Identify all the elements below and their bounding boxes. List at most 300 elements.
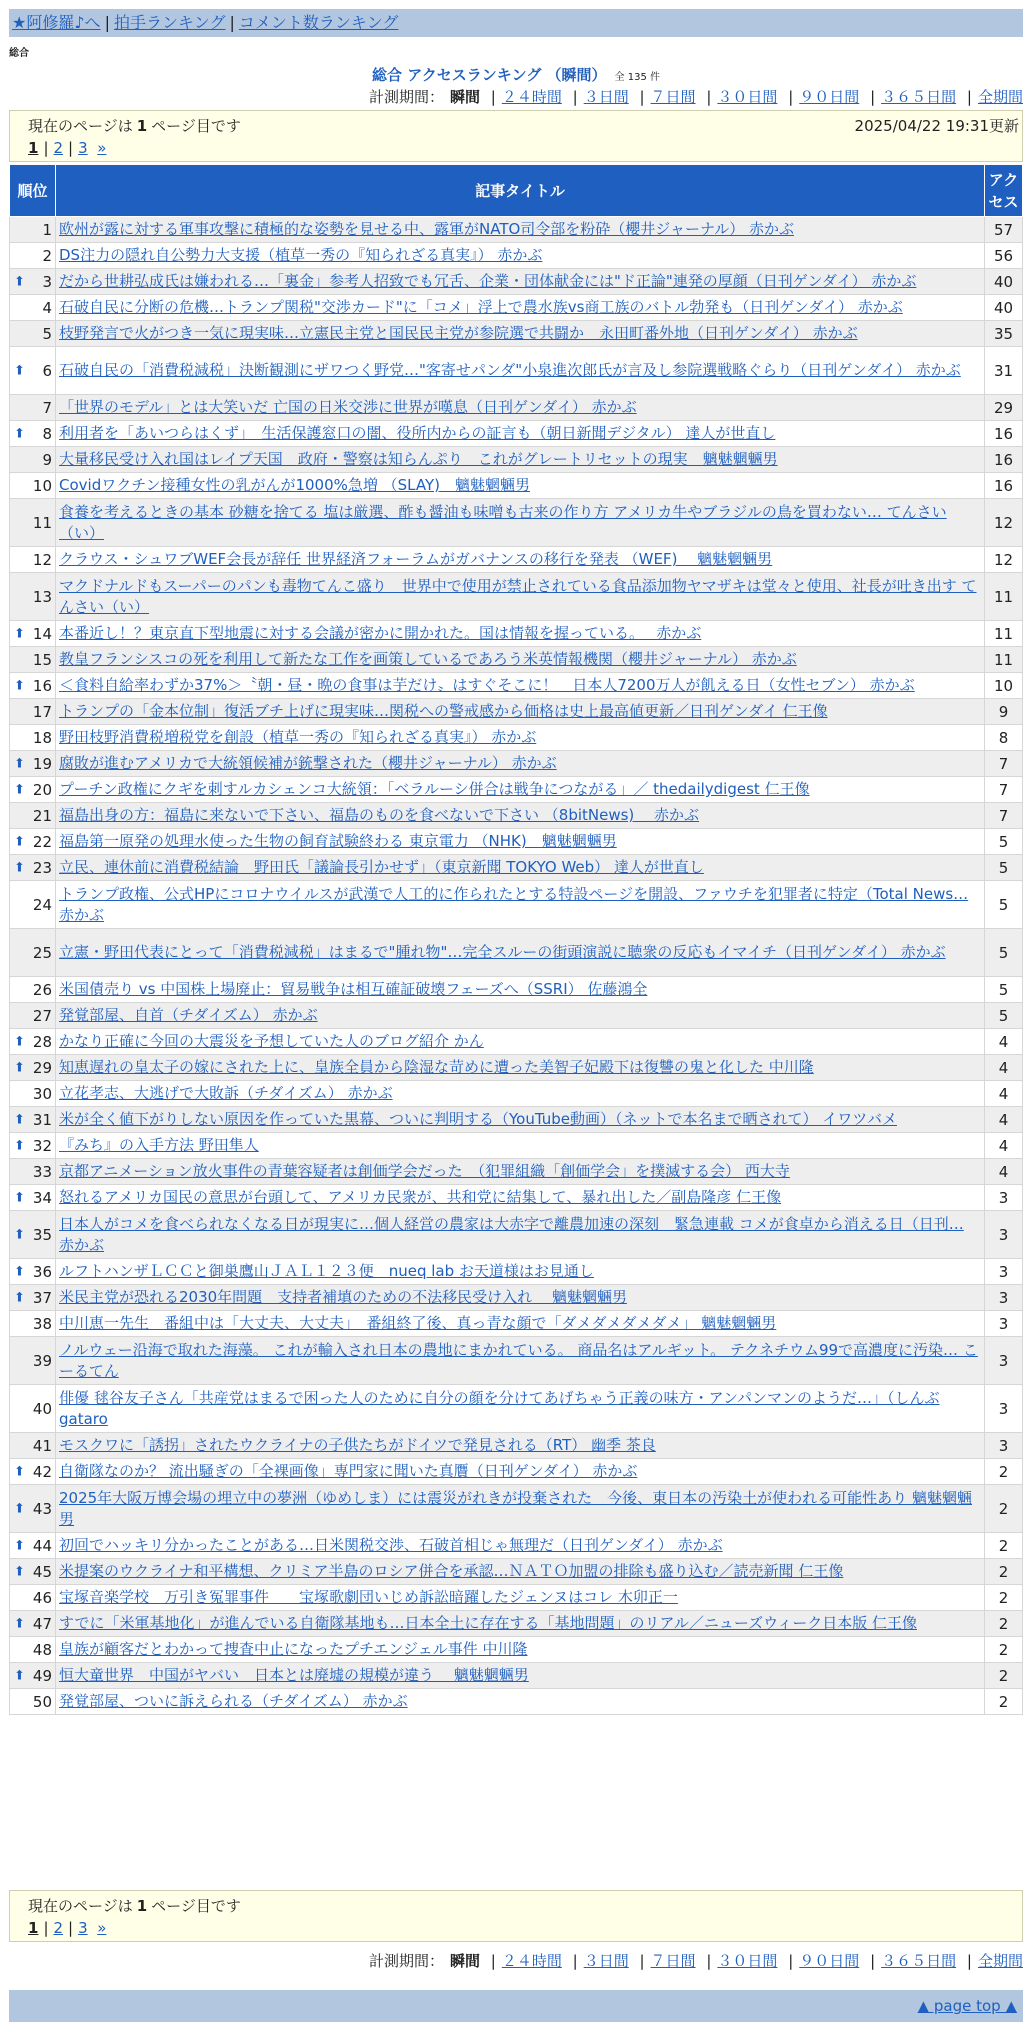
pager-page-1: 1 [28, 1919, 39, 1937]
rank-cell [10, 1285, 56, 1311]
rank-number: 47 [32, 1614, 52, 1633]
rank-cell [10, 929, 56, 977]
title-cell [56, 1285, 985, 1311]
article-title-link[interactable]: 立憲・野田代表にとって「消費税減税」はまるで"腫れ物"…完全スルーの街頭演説に聴衆の反応もイマイチ（日刊ゲンダイ） 赤かぶ [59, 943, 946, 961]
pager-next[interactable]: » [97, 139, 107, 157]
access-count: 5 [985, 829, 1023, 855]
header-title: 記事タイトル [56, 165, 985, 217]
pager-page-3[interactable]: 3 [78, 1919, 88, 1937]
article-title-link[interactable]: 枝野発言で火がつき一気に現実味…立憲民主党と国民民主党が参院選で共闘か 永田町番外地（日刊ゲンダイ） 赤かぶ [59, 324, 858, 342]
rank-number: 41 [32, 1436, 52, 1455]
table-row [10, 573, 1023, 621]
rank-number: 12 [32, 550, 52, 569]
table-row [10, 977, 1023, 1003]
rank-cell [10, 751, 56, 777]
table-row [10, 1637, 1023, 1663]
rank-number: 28 [32, 1032, 52, 1051]
pager-sep: | [68, 139, 74, 157]
article-title-link[interactable]: ＜食料自給率わずか37%＞〝朝・昼・晩の食事は芋だけ〟はすぐそこに！ 日本人7200万人が飢える日（女性セブン） 赤かぶ [59, 676, 915, 694]
title-cell [56, 1433, 985, 1459]
up-arrow-icon: ⬆ [14, 756, 25, 771]
pager-top [28, 139, 106, 157]
article-title-link[interactable]: ノルウェー沿海で取れた海藻。 これが輸入され日本の農地にまかれている。 商品名はアルギット。 テクネチウム99で高濃度に汚染… こーるてん [59, 1340, 978, 1380]
up-arrow-icon: ⬆ [14, 1501, 25, 1516]
access-count: 4 [985, 1159, 1023, 1185]
rank-cell [10, 1159, 56, 1185]
rank-number: 14 [32, 624, 52, 643]
table-row [10, 421, 1023, 447]
rank-cell [10, 1311, 56, 1337]
period-90d-link[interactable]: ９０日間 [799, 88, 860, 106]
article-title-link[interactable]: すでに「米軍基地化」が進んでいる自衛隊基地も…日本全土に存在する「基地問題」のリアル／ニューズウィーク日本版 仁王像 [59, 1614, 917, 1632]
period-sep: | [966, 1952, 972, 1970]
rank-number: 48 [32, 1640, 52, 1659]
applause-ranking-link[interactable]: 拍手ランキング [113, 13, 226, 32]
table-row [10, 269, 1023, 295]
title-cell [56, 1211, 985, 1259]
access-count: 4 [985, 1107, 1023, 1133]
access-count: 4 [985, 1081, 1023, 1107]
article-title-link[interactable]: 2025年大阪万博会場の埋立中の夢洲（ゆめしま）には震災がれきが投棄された 今後、東日本の汚染土が使われる可能性あり 魑魅魍魎男 [59, 1488, 972, 1528]
rank-cell [10, 295, 56, 321]
article-title-link[interactable]: 皇族が顧客だとわかって捜査中止になったプチエンジェル事件 中川隆 [59, 1640, 528, 1658]
period-7d-link[interactable]: ７日間 [650, 88, 696, 106]
up-arrow-icon: ⬆ [14, 1138, 25, 1153]
rank-cell [10, 647, 56, 673]
rank-cell [10, 1533, 56, 1559]
access-count: 2 [985, 1459, 1023, 1485]
title-cell [56, 1337, 985, 1385]
title-cell [56, 1533, 985, 1559]
article-title-link[interactable]: 福島出身の方：福島に来ないで下さい、福島のものを食べないで下さい （8bitNews) 赤かぶ [59, 806, 700, 824]
title-cell [56, 855, 985, 881]
period-all-link[interactable]: 全期間 [977, 88, 1023, 106]
rank-cell [10, 1185, 56, 1211]
rank-number: 49 [32, 1666, 52, 1685]
article-title-link[interactable]: 自衛隊なのか？ 流出騒ぎの「全裸画像」専門家に聞いた真贋（日刊ゲンダイ） 赤かぶ [59, 1462, 638, 1480]
period-90d-link[interactable]: ９０日間 [799, 1952, 860, 1970]
table-row [10, 473, 1023, 499]
up-arrow-icon: ⬆ [14, 1538, 25, 1553]
rank-number: 1 [42, 220, 52, 239]
access-count: 5 [985, 881, 1023, 929]
up-arrow-icon: ⬆ [14, 1034, 25, 1049]
rank-number: 3 [42, 272, 52, 291]
title-cell [56, 499, 985, 547]
title-cell [56, 347, 985, 395]
access-count: 11 [985, 573, 1023, 621]
article-title-link[interactable]: 『みち』の入手方法 野田隼人 [59, 1136, 259, 1154]
access-count: 3 [985, 1285, 1023, 1311]
article-title-link[interactable]: クラウス・シュワブWEF会長が辞任 世界経済フォーラムがガバナンスの移行を発表 （WEF) 魑魅魍魎男 [59, 550, 773, 568]
table-row [10, 1663, 1023, 1689]
title-cell [56, 777, 985, 803]
title-cell [56, 473, 985, 499]
access-count: 5 [985, 929, 1023, 977]
article-title-link[interactable]: だから世耕弘成氏は嫌われる…「裏金」参考人招致でも冗舌、企業・団体献金には"ド正論"連発の厚顔（日刊ゲンダイ） 赤かぶ [59, 272, 917, 290]
pager-bottom [28, 1919, 106, 1937]
article-title-link[interactable]: マクドナルドもスーパーのパンも毒物てんこ盛り 世界中で使用が禁止されている食品添加物ヤマザキは堂々と使用、社長が吐き出す てんさい（い） [59, 576, 977, 616]
up-arrow-icon: ⬆ [14, 1190, 25, 1205]
table-row [10, 1285, 1023, 1311]
table-row [10, 1259, 1023, 1285]
rank-cell [10, 473, 56, 499]
table-row [10, 1159, 1023, 1185]
table-row [10, 1003, 1023, 1029]
rank-number: 16 [32, 676, 52, 695]
rank-cell [10, 1385, 56, 1433]
article-title-link[interactable]: 知恵遅れの皇太子の嫁にされた上に、皇族全員から陰湿な苛めに遭った美智子妃殿下は復讐の鬼と化した 中川隆 [59, 1058, 814, 1076]
rank-number: 44 [32, 1536, 52, 1555]
period-current: 瞬間 [449, 88, 480, 106]
article-title-link[interactable]: DS注力の隠れ自公勢力大支援（植草一秀の『知られざる真実』） 赤かぶ [59, 246, 543, 264]
access-count: 2 [985, 1689, 1023, 1715]
period-sep: | [788, 1952, 794, 1970]
access-count: 5 [985, 977, 1023, 1003]
title-cell [56, 395, 985, 421]
page-status [28, 1895, 241, 1916]
rank-number: 6 [42, 361, 52, 380]
period-all-link[interactable]: 全期間 [977, 1952, 1023, 1970]
article-title-link[interactable]: 腐敗が進むアメリカで大統領候補が銃撃された（櫻井ジャーナル） 赤かぶ [59, 754, 557, 772]
rank-number: 27 [32, 1006, 52, 1025]
rank-cell [10, 499, 56, 547]
period-sep: | [870, 1952, 876, 1970]
table-row [10, 1133, 1023, 1159]
article-title-link[interactable]: 利用者を「あいつらはくず」 生活保護窓口の闇、役所内からの証言も（朝日新聞デジタル） 達人が世直し [59, 424, 776, 442]
rank-number: 32 [32, 1136, 52, 1155]
page-title [0, 64, 1032, 85]
rank-cell [10, 447, 56, 473]
access-count: 3 [985, 1385, 1023, 1433]
rank-cell [10, 725, 56, 751]
article-title-link[interactable]: 米民主党が恐れる2030年問題 支持者補填のための不法移民受け入れ 魑魅魍魎男 [59, 1288, 627, 1306]
rank-cell [10, 1081, 56, 1107]
article-title-link[interactable]: モスクワに「誘拐」されたウクライナの子供たちがドイツで発見される（RT） 幽季 茶良 [59, 1436, 656, 1454]
title-cell [56, 217, 985, 243]
rank-number: 31 [32, 1110, 52, 1129]
up-arrow-icon: ⬆ [14, 426, 25, 441]
category-tag: 総合 [9, 48, 29, 59]
rank-cell [10, 421, 56, 447]
access-count: 4 [985, 1055, 1023, 1081]
up-arrow-icon: ⬆ [14, 1290, 25, 1305]
page-status [28, 115, 241, 136]
article-title-link[interactable]: 「世界のモデル」とは大笑いだ 亡国の日米交渉に世界が嘆息（日刊ゲンダイ） 赤かぶ [59, 398, 637, 416]
period-3d-link[interactable]: ３日間 [583, 88, 629, 106]
title-cell [56, 321, 985, 347]
title-cell [56, 647, 985, 673]
access-count: 2 [985, 1485, 1023, 1533]
comment-ranking-link[interactable]: コメント数ランキング [238, 13, 399, 32]
table-row [10, 1485, 1023, 1533]
access-count: 2 [985, 1533, 1023, 1559]
rank-cell [10, 829, 56, 855]
page-status-prefix: 現在のページは [28, 1897, 133, 1915]
period-sep: | [870, 88, 876, 106]
rank-cell [10, 547, 56, 573]
rank-number: 9 [42, 450, 52, 469]
table-row [10, 751, 1023, 777]
rank-number: 39 [32, 1351, 52, 1370]
table-row [10, 1185, 1023, 1211]
rank-number: 7 [42, 398, 52, 417]
access-count: 2 [985, 1585, 1023, 1611]
rank-cell [10, 1107, 56, 1133]
title-cell [56, 421, 985, 447]
period-selector-bottom [369, 1950, 1023, 1971]
article-title-link[interactable]: 俳優 毬谷友子さん「共産党はまるで困った人のために自分の顔を分けてあげちゃう正義の味方・アンパンマンのようだ…」（しんぶ gataro [59, 1388, 940, 1428]
article-title-link[interactable]: 発覚部屋、ついに訴えられる（チダイズム） 赤かぶ [59, 1692, 408, 1710]
rank-number: 34 [32, 1188, 52, 1207]
page-status-suffix: ページ目です [151, 117, 241, 135]
article-title-link[interactable]: 米提案のウクライナ和平構想、クリミア半島のロシア併合を承認…ＮＡＴＯ加盟の排除も盛り込む／読売新聞 仁王像 [59, 1562, 844, 1580]
title-cell [56, 1081, 985, 1107]
up-arrow-icon: ⬆ [14, 1616, 25, 1631]
access-count: 3 [985, 1337, 1023, 1385]
period-sep: | [788, 88, 794, 106]
pager-next[interactable]: » [97, 1919, 107, 1937]
rank-number: 37 [32, 1288, 52, 1307]
bottom-bar [9, 1990, 1023, 2022]
article-title-link[interactable]: ルフトハンザＬＣＣと御巣鷹山ＪＡＬ１２３便 nueq lab お天道様はお見通し [59, 1262, 594, 1280]
period-24h-link[interactable]: ２４時間 [501, 1952, 562, 1970]
period-30d-link[interactable]: ３０日間 [717, 88, 778, 106]
table-row [10, 803, 1023, 829]
table-row [10, 673, 1023, 699]
pager-page-3[interactable]: 3 [78, 139, 88, 157]
access-count: 3 [985, 1185, 1023, 1211]
ranking-body [10, 217, 1023, 1715]
access-count: 3 [985, 1211, 1023, 1259]
period-365d-link[interactable]: ３６５日間 [881, 88, 957, 106]
period-sep: | [706, 88, 712, 106]
rank-cell [10, 777, 56, 803]
up-arrow-icon: ⬆ [14, 1264, 25, 1279]
up-arrow-icon: ⬆ [14, 678, 25, 693]
rank-cell [10, 1559, 56, 1585]
article-title-link[interactable]: 食養を考えるときの基本 砂糖を捨てる 塩は厳選、酢も醤油も味噌も古来の作り方 アメリカ牛やブラジルの鳥を買わない… てんさい（い） [59, 502, 947, 542]
title-cell [56, 977, 985, 1003]
period-24h-link[interactable]: ２４時間 [501, 88, 562, 106]
page-top-link[interactable]: ▲ page top ▲ [917, 1997, 1017, 2015]
rank-cell [10, 1459, 56, 1485]
article-title-link[interactable]: 米国債売り vs 中国株上場廃止：貿易戦争は相互確証破壊フェーズへ（SSRI） 佐藤鴻全 [59, 980, 648, 998]
rank-cell [10, 1433, 56, 1459]
table-row [10, 725, 1023, 751]
title-cell [56, 751, 985, 777]
access-count: 29 [985, 395, 1023, 421]
page-status-prefix: 現在のページは [28, 117, 133, 135]
period-sep: | [490, 88, 496, 106]
pager-sep: | [68, 1919, 74, 1937]
article-title-link[interactable]: 中川恵一先生 番組中は「大丈夫、大丈夫」 番組終了後、真っ青な顔で「ダメダメダメダメ」 魑魅魍魎男 [59, 1314, 777, 1332]
top-nav-bar [9, 9, 1023, 37]
article-title-link[interactable]: 欧州が露に対する軍事攻撃に積極的な姿勢を見せる中、露軍がNATO司令部を粉砕（櫻井ジャーナル） 赤かぶ [59, 220, 795, 238]
article-title-link[interactable]: 京都アニメーション放火事件の青葉容疑者は創価学会だった （犯罪組織「創価学会」を撲滅する会） 西大寺 [59, 1162, 790, 1180]
access-count: 57 [985, 217, 1023, 243]
up-arrow-icon: ⬆ [14, 1227, 25, 1242]
article-title-link[interactable]: 恒大童世界 中国がヤバい 日本とは廃墟の規模が違う 魑魅魍魎男 [59, 1666, 529, 1684]
page-info-bottom [9, 1890, 1023, 1942]
access-count: 35 [985, 321, 1023, 347]
access-count: 16 [985, 447, 1023, 473]
access-count: 2 [985, 1559, 1023, 1585]
access-count: 5 [985, 1003, 1023, 1029]
access-count: 7 [985, 777, 1023, 803]
article-title-link[interactable]: 宝塚音楽学校 万引き冤罪事件 宝塚歌劇団いじめ訴訟暗躍したジェンヌはコレ 木卯正一 [59, 1588, 678, 1606]
up-arrow-icon: ⬆ [14, 274, 25, 289]
title-cell [56, 621, 985, 647]
table-row [10, 347, 1023, 395]
article-title-link[interactable]: 石破自民の「消費税減税」決断観測にザワつく野党…"客寄せパンダ"小泉進次郎氏が言及し参院選戦略ぐらり（日刊ゲンダイ） 赤かぶ [59, 361, 961, 379]
title-cell [56, 1003, 985, 1029]
rank-number: 20 [32, 780, 52, 799]
table-row [10, 1385, 1023, 1433]
article-title-link[interactable]: 怒れるアメリカ国民の意思が台頭して、アメリカ民衆が、共和党に結集して、暴れ出した／副島隆彦 仁王像 [59, 1188, 782, 1206]
access-count: 3 [985, 1259, 1023, 1285]
rank-cell [10, 269, 56, 295]
rank-number: 4 [42, 298, 52, 317]
title-cell [56, 447, 985, 473]
table-row [10, 447, 1023, 473]
up-arrow-icon: ⬆ [14, 1464, 25, 1479]
access-count: 56 [985, 243, 1023, 269]
table-row [10, 1029, 1023, 1055]
period-sep: | [572, 1952, 578, 1970]
period-365d-link[interactable]: ３６５日間 [881, 1952, 957, 1970]
article-title-link[interactable]: かなり正確に今回の大震災を予想していた人のブログ紹介 かん [59, 1032, 484, 1050]
article-title-link[interactable]: トランプ政権、公式HPにコロナウイルスが武漢で人工的に作られたとする特設ページを開設、ファウチを犯罪者に特定（Total News… 赤かぶ [59, 884, 969, 924]
title-cell [56, 673, 985, 699]
access-count: 7 [985, 803, 1023, 829]
title-cell [56, 1185, 985, 1211]
table-row [10, 321, 1023, 347]
nav-separator: | [229, 13, 235, 32]
title-cell [56, 803, 985, 829]
table-row [10, 699, 1023, 725]
article-title-link[interactable]: 発覚部屋、自首（チダイズム） 赤かぶ [59, 1006, 318, 1024]
title-cell [56, 929, 985, 977]
title-cell [56, 295, 985, 321]
nav-separator: | [104, 13, 110, 32]
access-count: 31 [985, 347, 1023, 395]
header-rank: 順位 [10, 165, 56, 217]
access-count: 40 [985, 295, 1023, 321]
article-title-link[interactable]: 初回でハッキリ分かったことがある…日米関税交渉、石破首相じゃ無理だ（日刊ゲンダイ） 赤かぶ [59, 1536, 723, 1554]
table-row [10, 1689, 1023, 1715]
current-page-number: 1 [136, 117, 148, 135]
rank-cell [10, 881, 56, 929]
article-title-link[interactable]: 野田枝野消費税増税党を創設（植草一秀の『知られざる真実』） 赤かぶ [59, 728, 537, 746]
article-title-link[interactable]: 立民、連休前に消費税結論 野田氏「議論長引かせず」（東京新聞 TOKYO Web） 達人が世直し [59, 858, 704, 876]
rank-number: 15 [32, 650, 52, 669]
title-cell [56, 1689, 985, 1715]
rank-cell [10, 855, 56, 881]
rank-number: 38 [32, 1314, 52, 1333]
pager-sep: | [43, 139, 49, 157]
title-cell [56, 881, 985, 929]
article-title-link[interactable]: 教皇フランシスコの死を利用して新たな工作を画策しているであろう米英情報機関（櫻井ジャーナル） 赤かぶ [59, 650, 797, 668]
period-3d-link[interactable]: ３日間 [583, 1952, 629, 1970]
up-arrow-icon: ⬆ [14, 626, 25, 641]
rank-cell [10, 395, 56, 421]
rank-cell [10, 673, 56, 699]
home-link[interactable]: ★阿修羅♪へ [12, 13, 101, 32]
period-sep: | [572, 88, 578, 106]
table-row [10, 1585, 1023, 1611]
rank-number: 45 [32, 1562, 52, 1581]
rank-number: 33 [32, 1162, 52, 1181]
rank-cell [10, 699, 56, 725]
pager-page-2[interactable]: 2 [53, 1919, 64, 1937]
rank-number: 18 [32, 728, 52, 747]
up-arrow-icon: ⬆ [14, 1564, 25, 1579]
access-count: 2 [985, 1637, 1023, 1663]
rank-number: 11 [32, 513, 52, 532]
rank-cell [10, 803, 56, 829]
rank-number: 19 [32, 754, 52, 773]
table-row [10, 217, 1023, 243]
up-arrow-icon: ⬆ [14, 782, 25, 797]
rank-number: 29 [32, 1058, 52, 1077]
rank-cell [10, 1689, 56, 1715]
rank-cell [10, 977, 56, 1003]
title-cell [56, 1611, 985, 1637]
rank-cell [10, 1211, 56, 1259]
table-row [10, 1559, 1023, 1585]
table-row [10, 621, 1023, 647]
access-count: 12 [985, 547, 1023, 573]
article-title-link[interactable]: 石破自民に分断の危機…トランプ関税"交渉カード"に「コメ」浮上で農水族vs商工族のバトル勃発も（日刊ゲンダイ） 赤かぶ [59, 298, 903, 316]
article-title-link[interactable]: 立花孝志、大逃げで大敗訴（チダイズム） 赤かぶ [59, 1084, 393, 1102]
period-30d-link[interactable]: ３０日間 [717, 1952, 778, 1970]
title-cell [56, 1311, 985, 1337]
pager-page-2[interactable]: 2 [53, 139, 64, 157]
article-title-link[interactable]: 米が全く値下がりしない原因を作っていた黒幕、ついに判明する（YouTube動画）（ネットで本名まで晒されて） イワツバメ [59, 1110, 897, 1128]
article-title-link[interactable]: 福島第一原発の処理水使った生物の飼育試験終わる 東京電力 （NHK) 魑魅魍魎男 [59, 832, 617, 850]
pager-page-1: 1 [28, 139, 39, 157]
rank-cell [10, 243, 56, 269]
table-row [10, 1533, 1023, 1559]
article-title-link[interactable]: 本番近し！？東京直下型地震に対する会議が密かに開かれた。国は情報を握っている。 赤かぶ [59, 624, 702, 642]
pager-sep: | [43, 1919, 49, 1937]
rank-number: 17 [32, 702, 52, 721]
period-7d-link[interactable]: ７日間 [650, 1952, 696, 1970]
rank-cell [10, 321, 56, 347]
up-arrow-icon: ⬆ [14, 1112, 25, 1127]
table-row [10, 855, 1023, 881]
article-title-link[interactable]: 大量移民受け入れ国はレイプ天国 政府・警察は知らんぷり これがグレートリセットの現実 魑魅魍魎男 [59, 450, 778, 468]
rank-cell [10, 1029, 56, 1055]
article-title-link[interactable]: 日本人がコメを食べられなくなる日が現実に…個人経営の農家は大赤字で離農加速の深刻 緊急連載 コメが食卓から消える日（日刊… 赤かぶ [59, 1214, 964, 1254]
article-title-link[interactable]: トランプの「金本位制」復活ブチ上げに現実味…関税への警戒感から価格は史上最高値更新／日刊ゲンダイ 仁王像 [59, 702, 828, 720]
rank-cell [10, 1611, 56, 1637]
period-sep: | [706, 1952, 712, 1970]
access-count: 16 [985, 473, 1023, 499]
article-title-link[interactable]: Covidワクチン接種女性の乳がんが1000%急増 （SLAY) 魑魅魍魎男 [59, 476, 530, 494]
rank-number: 43 [32, 1499, 52, 1518]
rank-cell [10, 1337, 56, 1385]
item-count: 全 135 件 [614, 72, 660, 83]
rank-number: 40 [32, 1399, 52, 1418]
period-current: 瞬間 [449, 1952, 480, 1970]
access-count: 4 [985, 1029, 1023, 1055]
rank-cell [10, 1637, 56, 1663]
article-title-link[interactable]: プーチン政権にクギを刺すルカシェンコ大統領：「ベラルーシ併合は戦争につながる」／ thedailydigest 仁王像 [59, 780, 810, 798]
title-cell [56, 1133, 985, 1159]
title-cell [56, 1055, 985, 1081]
